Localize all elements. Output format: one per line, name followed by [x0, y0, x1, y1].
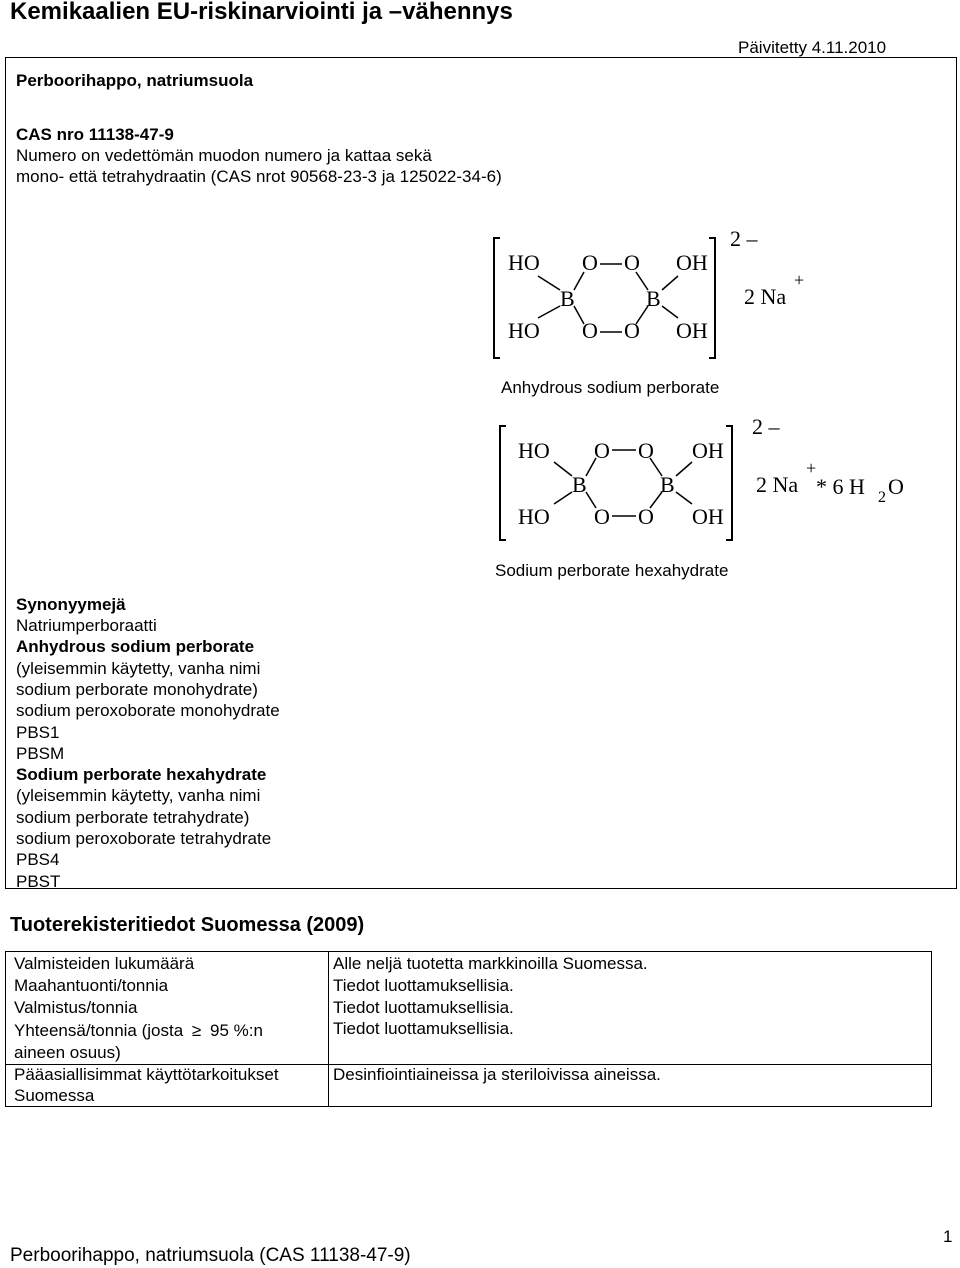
atom-oh-bottom: OH [676, 318, 708, 343]
atom-o2: O [638, 438, 654, 463]
document-title: Kemikaalien EU-riskinarviointi ja –vähennys [10, 0, 513, 25]
cas-number: CAS nro 11138-47-9 [16, 125, 174, 144]
synonym-item: Natriumperboraatti [16, 616, 157, 635]
synonym-item: sodium peroxoborate monohydrate [16, 701, 280, 721]
atom-b2: B [646, 286, 661, 311]
counterion-charge: + [806, 458, 817, 478]
row-label: Valmistus/tonnia [14, 998, 138, 1017]
atom-b2: B [660, 472, 675, 497]
atom-o2: O [624, 250, 640, 275]
page-number: 1 [943, 1227, 953, 1246]
atom-o1: O [582, 250, 598, 275]
atom-o1: O [594, 438, 610, 463]
page-footer: Perboorihappo, natriumsuola (CAS 11138-47-9) [10, 1245, 411, 1266]
synonym-item: (yleisemmin käytetty, vanha nimi [16, 786, 261, 806]
product-register-table [5, 951, 932, 1107]
synonym-item: sodium peroxoborate tetrahydrate [16, 829, 272, 848]
cas-note-line1: Numero on vedettömän muodon numero ja kattaa sekä [16, 146, 432, 165]
atom-ho-top: HO [518, 438, 550, 463]
synonym-item: sodium perborate monohydrate) [16, 679, 258, 699]
ion-charge: 2 – [752, 416, 780, 439]
greater-equal-symbol: ≥ [191, 1021, 202, 1040]
atom-oh-top: OH [676, 250, 708, 275]
atom-o3: O [594, 504, 610, 529]
ion-charge: 2 – [730, 226, 758, 251]
synonym-item: Anhydrous sodium perborate [16, 637, 255, 657]
row-label: Maahantuonti/tonnia [14, 976, 169, 995]
synonym-item: sodium perborate tetrahydrate) [16, 807, 250, 827]
row-value: Tiedot luottamuksellisia. [333, 998, 514, 1017]
structure-caption-hexahydrate: Sodium perborate hexahydrate [495, 561, 729, 580]
counterion: 2 Na [744, 284, 787, 309]
row-label-line2: aineen osuus) [14, 1043, 121, 1062]
substance-name: Perboorihappo, natriumsuola [16, 71, 254, 90]
synonym-item: PBS4 [16, 850, 60, 870]
row-label-line2: Suomessa [14, 1086, 95, 1105]
atom-ho-bottom: HO [518, 504, 550, 529]
row-value: Tiedot luottamuksellisia. [333, 976, 514, 995]
atom-oh-top: OH [692, 438, 724, 463]
synonym-item: PBST [16, 871, 61, 891]
water-subscript: 2 [878, 489, 886, 506]
product-register-heading: Tuoterekisteritiedot Suomessa (2009) [10, 914, 365, 936]
atom-o4: O [638, 504, 654, 529]
water-suffix: O [888, 474, 904, 499]
synonyms-heading: Synonyymejä [16, 595, 126, 614]
structure-hexahydrate [492, 416, 922, 546]
atom-b1: B [572, 472, 587, 497]
counterion-charge: + [794, 270, 805, 290]
structure-anhydrous [486, 226, 826, 366]
substance-info-box [5, 57, 957, 889]
row-label: Valmisteiden lukumäärä [14, 954, 195, 973]
atom-ho-bottom: HO [508, 318, 540, 343]
water-prefix: * 6 H [816, 474, 865, 499]
synonym-item: Sodium perborate hexahydrate [16, 765, 267, 785]
atom-o4: O [624, 318, 640, 343]
row-value: Tiedot luottamuksellisia. [333, 1019, 514, 1038]
cas-note-line2: mono- että tetrahydraatin (CAS nrot 90568-23-3 ja 125022-34-6) [16, 167, 502, 186]
row-label [14, 1020, 263, 1042]
counterion: 2 Na [756, 472, 799, 497]
atom-oh-bottom: OH [692, 504, 724, 529]
row-value: Alle neljä tuotetta markkinoilla Suomessa. [333, 954, 648, 973]
row-label-part: Yhteensä/tonnia (josta [14, 1021, 184, 1040]
atom-b1: B [560, 286, 575, 311]
row-label-part: 95 %:n [209, 1021, 263, 1040]
row-label: Pääasiallisimmat käyttötarkoitukset [14, 1065, 279, 1084]
synonym-item: PBS1 [16, 722, 60, 742]
updated-date: Päivitetty 4.11.2010 [738, 38, 887, 57]
structure-caption-anhydrous: Anhydrous sodium perborate [501, 378, 720, 397]
synonym-item: (yleisemmin käytetty, vanha nimi [16, 658, 261, 678]
atom-ho-top: HO [508, 250, 540, 275]
column-divider [328, 952, 329, 1106]
synonym-item: PBSM [16, 743, 65, 763]
atom-o3: O [582, 318, 598, 343]
row-value: Desinfiointiaineissa ja steriloivissa aineissa. [333, 1065, 661, 1084]
